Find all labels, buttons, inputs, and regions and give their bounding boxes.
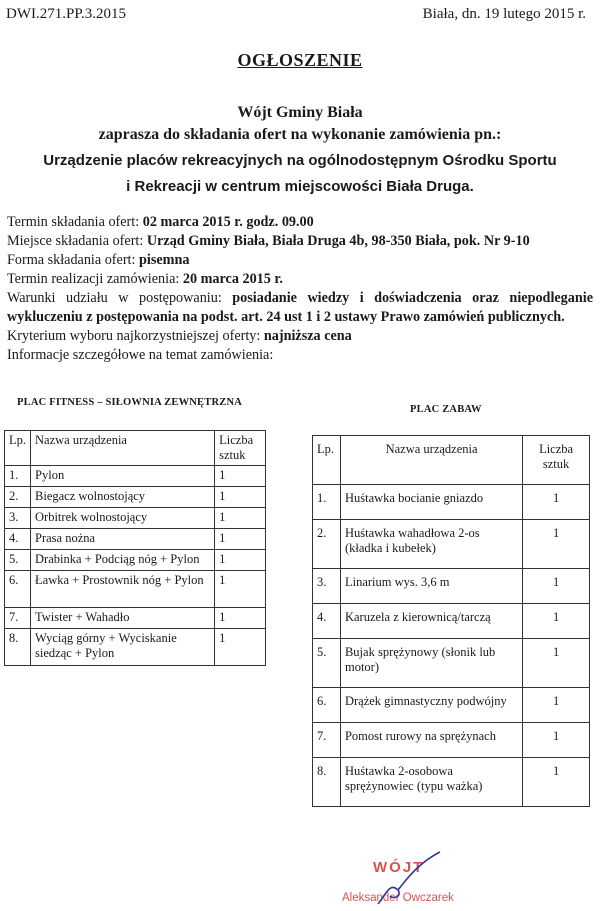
playground-table	[312, 435, 590, 807]
fitness-col-lp: Lp.	[5, 431, 31, 466]
stamp-title: WÓJT	[373, 859, 425, 876]
fitness-cell-lp: 8.	[5, 629, 31, 666]
fitness-cell-qty: 1	[215, 466, 266, 487]
playground-cell-name: Huśtawka 2-osobowa sprężynowiec (typu ważka)	[340, 758, 522, 807]
fitness-cell-qty: 1	[215, 629, 266, 666]
fitness-cell-lp: 7.	[5, 608, 31, 629]
playground-cell-name: Linarium wys. 3,6 m	[340, 569, 522, 604]
playground-cell-qty: 1	[523, 520, 590, 569]
playground-cell-lp: 2.	[313, 520, 341, 569]
playground-row	[313, 520, 590, 569]
playground-cell-name: Pomost rurowy na sprężynach	[340, 723, 522, 758]
fitness-row	[5, 608, 266, 629]
signature-stamp	[328, 850, 468, 908]
conditions-value: posiadanie wiedzy i doświadczenia oraz niepodleganie wykluczeniu z postępowania na podst. art. 24 ust 1 i 2 ustawy Prawo zamówień publicznych.	[7, 290, 593, 325]
fitness-row	[5, 571, 266, 608]
place-label: Miejsce składania ofert:	[7, 233, 144, 249]
fitness-cell-name: Biegacz wolnostojący	[31, 487, 215, 508]
playground-cell-lp: 8.	[313, 758, 341, 807]
playground-row	[313, 569, 590, 604]
realization-row	[7, 270, 593, 289]
fitness-cell-lp: 4.	[5, 529, 31, 550]
playground-cell-name: Drążek gimnastyczny podwójny	[340, 688, 522, 723]
playground-cell-qty: 1	[523, 639, 590, 688]
fitness-cell-qty: 1	[215, 529, 266, 550]
fitness-row	[5, 487, 266, 508]
fitness-row	[5, 508, 266, 529]
playground-cell-qty: 1	[523, 758, 590, 807]
playground-cell-qty: 1	[523, 569, 590, 604]
playground-col-lp: Lp.	[313, 436, 341, 485]
fitness-cell-qty: 1	[215, 487, 266, 508]
fitness-cell-name: Drabinka + Podciąg nóg + Pylon	[31, 550, 215, 571]
stamp-name: Aleksander Owczarek	[342, 892, 454, 904]
playground-row	[313, 485, 590, 520]
fitness-section-title: PLAC FITNESS – SIŁOWNIA ZEWNĘTRZNA	[17, 397, 243, 408]
playground-cell-lp: 1.	[313, 485, 341, 520]
playground-cell-qty: 1	[523, 688, 590, 723]
playground-cell-lp: 5.	[313, 639, 341, 688]
playground-cell-qty: 1	[523, 485, 590, 520]
fitness-cell-lp: 6.	[5, 571, 31, 608]
fitness-cell-name: Ławka + Prostownik nóg + Pylon	[31, 571, 215, 608]
place-value: Urząd Gminy Biała, Biała Druga 4b, 98-350 Biała, pok. Nr 9-10	[146, 233, 530, 249]
fitness-cell-name: Orbitrek wolnostojący	[31, 508, 215, 529]
realization-label: Termin realizacji zamówienia:	[7, 271, 180, 287]
invitation-line: zaprasza do składania ofert na wykonanie zamówienia pn.:	[98, 126, 502, 143]
organizer: Wójt Gminy Biała	[237, 104, 363, 121]
playground-col-name: Nazwa urządzenia	[340, 436, 522, 485]
playground-section-title: PLAC ZABAW	[410, 404, 482, 415]
fitness-col-qty: Liczba sztuk	[215, 431, 266, 466]
playground-cell-name: Huśtawka bocianie gniazdo	[340, 485, 522, 520]
fitness-cell-lp: 3.	[5, 508, 31, 529]
criterion-value: najniższa cena	[263, 328, 352, 344]
playground-row	[313, 604, 590, 639]
playground-row	[313, 639, 590, 688]
fitness-cell-name: Twister + Wahadło	[31, 608, 215, 629]
place-row	[7, 232, 593, 251]
criterion-label: Kryterium wyboru najkorzystniejszej oferty:	[7, 328, 261, 344]
subject-line-1: Urządzenie placów rekreacyjnych na ogólnodostępnym Ośrodku Sportu	[43, 152, 557, 169]
fitness-cell-qty: 1	[215, 550, 266, 571]
fitness-cell-qty: 1	[215, 608, 266, 629]
fitness-cell-lp: 2.	[5, 487, 31, 508]
playground-cell-name: Bujak sprężynowy (słonik lub motor)	[340, 639, 522, 688]
fitness-cell-name: Prasa nożna	[31, 529, 215, 550]
deadline-label: Termin składania ofert:	[7, 214, 140, 230]
fitness-cell-lp: 1.	[5, 466, 31, 487]
playground-cell-qty: 1	[523, 604, 590, 639]
conditions-label: Warunki udziału w postępowaniu:	[7, 290, 222, 306]
place-date: Biała, dn. 19 lutego 2015 r.	[422, 6, 586, 22]
fitness-row	[5, 629, 266, 666]
conditions-row	[7, 289, 593, 327]
fitness-cell-lp: 5.	[5, 550, 31, 571]
page-title: OGŁOSZENIE	[237, 50, 363, 70]
playground-cell-name: Karuzela z kierownicą/tarczą	[340, 604, 522, 639]
fitness-header-row	[5, 431, 266, 466]
subject-line-2: i Rekreacji w centrum miejscowości Biała Druga.	[126, 178, 474, 195]
playground-cell-lp: 3.	[313, 569, 341, 604]
details-row: Informacje szczegółowe na temat zamówienia:	[7, 347, 274, 363]
playground-cell-qty: 1	[523, 723, 590, 758]
playground-cell-lp: 7.	[313, 723, 341, 758]
fitness-cell-name: Pylon	[31, 466, 215, 487]
fitness-row	[5, 466, 266, 487]
playground-header-row	[313, 436, 590, 485]
form-value: pisemna	[138, 252, 190, 268]
playground-row	[313, 723, 590, 758]
fitness-table	[4, 430, 266, 666]
fitness-row	[5, 529, 266, 550]
fitness-cell-qty: 1	[215, 571, 266, 608]
fitness-cell-qty: 1	[215, 508, 266, 529]
criterion-row	[7, 327, 593, 346]
playground-row	[313, 688, 590, 723]
realization-value: 20 marca 2015 r.	[182, 271, 283, 287]
playground-col-qty: Liczba sztuk	[523, 436, 590, 485]
info-block	[7, 213, 593, 365]
playground-row	[313, 758, 590, 807]
deadline-value: 02 marca 2015 r. godz. 09.00	[142, 214, 314, 230]
fitness-col-name: Nazwa urządzenia	[31, 431, 215, 466]
form-label: Forma składania ofert:	[7, 252, 136, 268]
playground-cell-lp: 4.	[313, 604, 341, 639]
playground-cell-lp: 6.	[313, 688, 341, 723]
fitness-cell-name: Wyciąg górny + Wyciskanie siedząc + Pylon	[31, 629, 215, 666]
document-reference: DWI.271.PP.3.2015	[6, 6, 127, 22]
form-row	[7, 251, 593, 270]
deadline-row	[7, 213, 593, 232]
playground-cell-name: Huśtawka wahadłowa 2-os (kładka i kubełek)	[340, 520, 522, 569]
fitness-row	[5, 550, 266, 571]
